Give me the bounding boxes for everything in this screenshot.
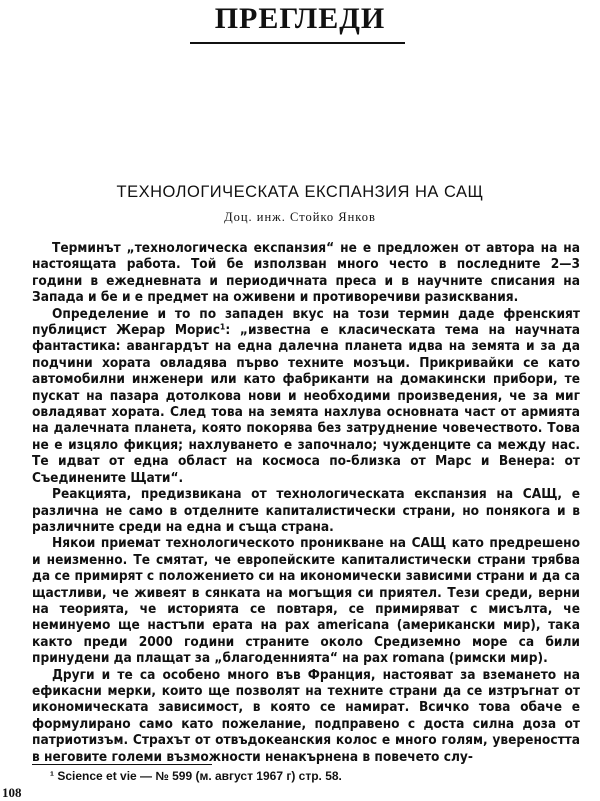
paragraph: Терминът „технологическа експанзия“ не е предложен от автора на на настоящата работа. Той бе използван много често в последните 2—3 години в ежедневната и периодичната преса и в научните списания на Запада и бе и е предмет на оживени и противоречиви разисквания. — [32, 240, 580, 306]
section-title-underline — [190, 42, 405, 44]
article-title: ТЕХНОЛОГИЧЕСКАТА ЕКСПАНЗИЯ НА САЩ — [116, 183, 484, 201]
page-number: 108 — [2, 785, 22, 800]
footnote: ¹ Science et vie — № 599 (м. август 1967 г) стр. 58. — [50, 769, 342, 783]
paragraph: Определение и то по западен вкус на този термин даде френският публицист Жерар Морис¹: „известна е класическата тема на научната фантастика: авангардът на една далечна планета идва на земята и за да подчини хората овладява първо техните мозъци. Прикривайки се като автомобилни инженери или като фабриканти на домакински прибори, те пускат на пазара дотолкова нови и необходими произведения, че за миг овладяват хората. След това на земята нахлува основната част от армията на далечната планета, която покорява без затруднение човечеството. Това не е изцяло фикция; нахлуването е започнало; чужденците са между нас. Те идват от една област на космоса по-близка от Марс и Венера: от Съединените Щати“. — [32, 305, 580, 486]
article-byline: Доц. инж. Стойко Янков — [224, 210, 376, 224]
section-title: ПРЕГЛЕДИ — [214, 2, 386, 35]
paragraph: Реакцията, предизвикана от технологическата експанзия на САЩ, е различна не само в отделните капиталистически страни, но понякога и в различните среди на една и съща страна. — [32, 486, 580, 535]
article-body — [32, 240, 580, 765]
paragraph: Някои приемат технологическото проникване на САЩ като предрешено и неизменно. Те смятат, че европейските капиталистически страни трябва да се примирят с положението си на икономически зависими страни и да са щастливи, че живеят в сянката на могъщия си приятел. Тези среди, верни на теорията, че историята се повтаря, се примиряват с мисълта, че неминуемо ще настъпи ерата на pax americana (американски мир), така както преди 2000 години страните около Средиземно море са били принудени да плащат за „благоденнията“ на pax romana (римски мир). — [32, 535, 580, 667]
paragraph: Други и те са особено много във Франция, настояват за вземането на ефикасни мерки, които ще позволят на техните страни да се изтръгнат от икономическата зависимост, в която се намират. Всичко това обаче е формулирано само като пожелание, подправено с доста силна доза от патриотизъм. Страхът от отвъдокеанския колос е много голям, увереността в неговите големи възможности ненакърнена в повечето слу- — [32, 666, 580, 765]
footnote-divider — [32, 764, 212, 765]
